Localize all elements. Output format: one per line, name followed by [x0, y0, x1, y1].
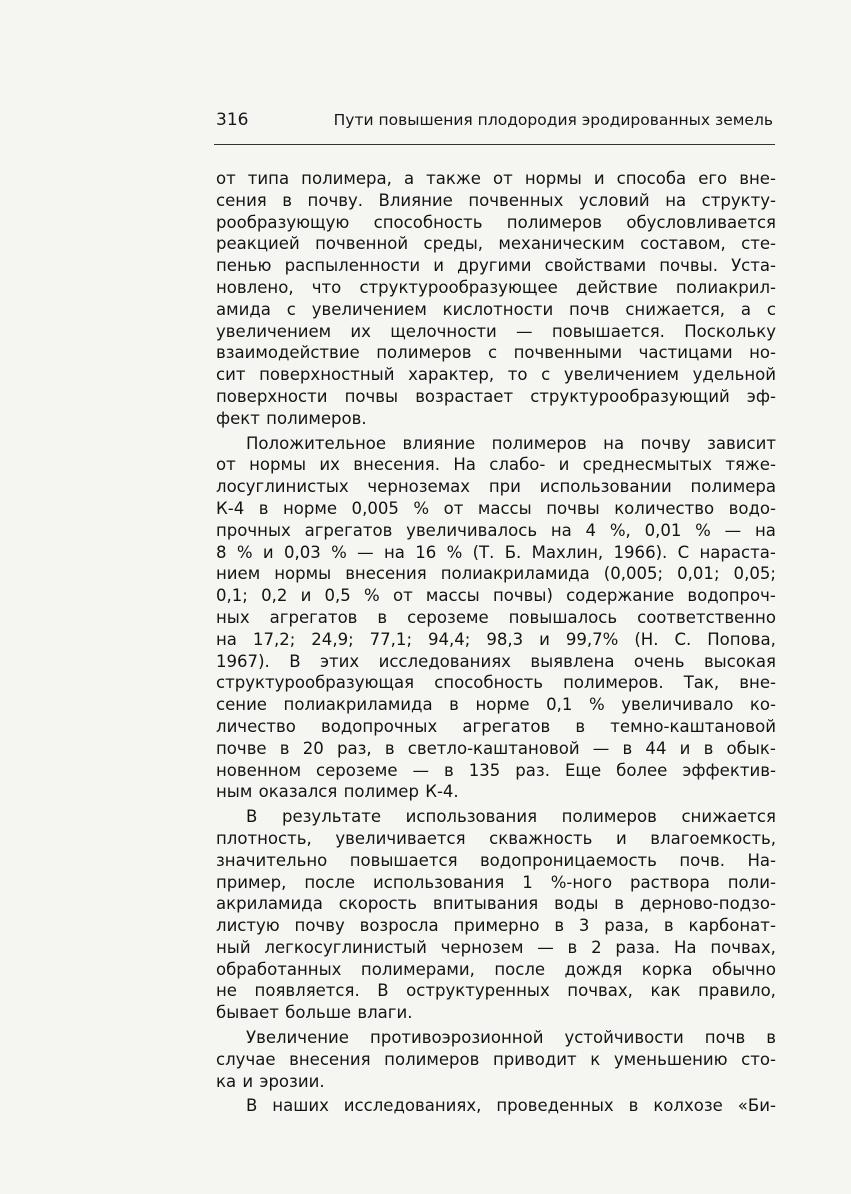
text-line: обработанных полимерами, после дождя корка обычно: [216, 959, 776, 979]
text-line: рообразующую способность полимеров обусловливается: [216, 212, 776, 232]
text-line: фект полимеров.: [216, 408, 367, 428]
text-line: сения в почву. Влияние почвенных условий на структу-: [216, 190, 776, 210]
paragraph: [216, 1095, 776, 1117]
text-line: случае внесения полимеров приводит к уменьшению сто-: [216, 1049, 776, 1069]
text-line: Положительное влияние полимеров на почву зависит: [246, 433, 776, 453]
text-line: 1967). В этих исследованиях выявлена очень высокая: [216, 651, 776, 671]
text-line: В наших исследованиях, проведенных в колхозе «Би-: [246, 1096, 776, 1116]
text-line: лосуглинистых черноземах при использовании полимера: [216, 477, 776, 497]
text-line: нием нормы внесения полиакриламида (0,005; 0,01; 0,05;: [216, 564, 776, 584]
text-line: поверхности почвы возрастает структурообразующий эф-: [216, 386, 776, 406]
text-line: 0,1; 0,2 и 0,5 % от массы почвы) содержание водопроч-: [216, 586, 776, 606]
text-line: ным оказался полимер К-4.: [216, 782, 459, 802]
text-line: личество водопрочных агрегатов в темно-каштановой: [216, 716, 776, 736]
text-line: плотность, увеличивается скважность и влагоемкость,: [216, 828, 776, 848]
text-line: пенью распыленности и другими свойствами почвы. Уста-: [216, 256, 776, 276]
text-line: от типа полимера, а также от нормы и способа его вне-: [216, 169, 776, 188]
page-number: 316: [216, 110, 249, 130]
text-line: новенном сероземе — в 135 раз. Еще более эффектив-: [216, 760, 776, 780]
text-line: от нормы их внесения. На слабо- и среднесмытых тяже-: [216, 455, 776, 475]
paragraph: [216, 1027, 776, 1092]
text-line: реакцией почвенной среды, механическим составом, сте-: [216, 234, 776, 254]
paragraph: [216, 168, 776, 430]
text-line: пример, после использования 1 %-ного раствора поли-: [216, 872, 776, 892]
text-line: бывает больше влаги.: [216, 1003, 413, 1023]
text-line: сение полиакриламида в норме 0,1 % увеличивало ко-: [216, 695, 776, 715]
text-line: ных агрегатов в сероземе повышалось соответственно: [216, 607, 776, 627]
text-line: новлено, что структурообразующее действие полиакрил-: [216, 277, 776, 297]
text-line: на 17,2; 24,9; 77,1; 94,4; 98,3 и 99,7% (Н. С. Попова,: [216, 629, 776, 649]
text-line: взаимодействие полимеров с почвенными частицами но-: [216, 343, 776, 363]
text-line: прочных агрегатов увеличивалось на 4 %, 0,01 % — на: [216, 520, 776, 540]
text-line: Увеличение противоэрозионной устойчивости почв в: [246, 1028, 776, 1048]
header-rule: [214, 144, 775, 145]
text-line: листую почву возросла примерно в 3 раза, в карбонат-: [216, 916, 776, 936]
text-line: увеличением их щелочности — повышается. Поскольку: [216, 321, 776, 341]
text-line: К-4 в норме 0,005 % от массы почвы количество водо-: [216, 498, 776, 518]
body-text: [216, 168, 776, 1120]
text-line: акриламида скорость впитывания воды в дерново-подзо-: [216, 894, 776, 914]
text-line: сит поверхностный характер, то с увеличением удельной: [216, 365, 776, 385]
page-header: [216, 107, 773, 133]
text-line: почве в 20 раз, в светло-каштановой — в 44 и в обык-: [216, 738, 776, 758]
text-line: амида с увеличением кислотности почв снижается, а с: [216, 299, 776, 319]
running-title: Пути повышения плодородия эродированных земель: [333, 111, 773, 129]
text-line: ный легкосуглинистый чернозем — в 2 раза. На почвах,: [216, 937, 776, 957]
text-line: ка и эрозии.: [216, 1071, 325, 1091]
text-line: значительно повышается водопроницаемость почв. На-: [216, 850, 776, 870]
text-line: В результате использования полимеров снижается: [246, 807, 776, 827]
text-line: не появляется. В оструктуренных почвах, как правило,: [216, 981, 776, 1001]
paragraph: [216, 433, 776, 804]
text-line: 8 % и 0,03 % — на 16 % (Т. Б. Махлин, 1966). С нараста-: [216, 542, 776, 562]
text-line: структурообразующая способность полимеров. Так, вне-: [216, 673, 776, 693]
paragraph: [216, 806, 776, 1024]
